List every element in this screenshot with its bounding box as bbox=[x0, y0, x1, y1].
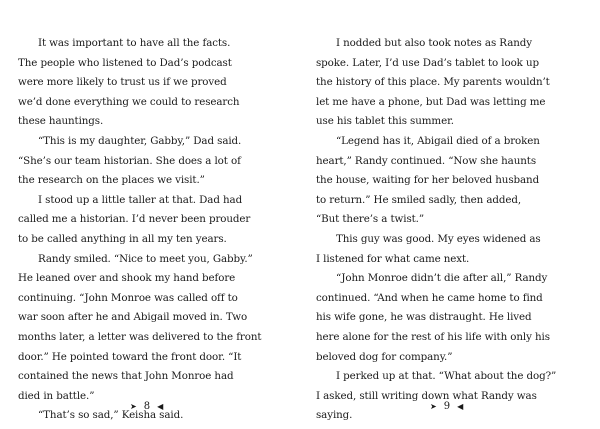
text-line: continuing. “John Monroe was called off to bbox=[18, 291, 238, 304]
text-line: were more likely to trust us if we proved bbox=[18, 76, 227, 89]
text-line: I asked, still writing down what Randy was bbox=[316, 389, 537, 402]
text-line: use his tablet this summer. bbox=[316, 115, 454, 128]
folio-right-arrow-icon: ➤ bbox=[130, 402, 137, 411]
text-line: spoke. Later, I’d use Dad’s tablet to look up bbox=[316, 56, 540, 69]
paragraph bbox=[316, 34, 580, 132]
text-line: heart,” Randy continued. “Now she haunts bbox=[316, 154, 536, 167]
text-line: called me a historian. I’d never been prouder bbox=[18, 213, 251, 226]
folio-left-arrow-icon: ◀ bbox=[457, 402, 464, 411]
text-line: The people who listened to Dad’s podcast bbox=[18, 56, 232, 69]
text-line: the house, waiting for her beloved husband bbox=[316, 174, 540, 187]
text-line: “Legend has it, Abigail died of a broken bbox=[336, 134, 540, 147]
text-line: He leaned over and shook my hand before bbox=[18, 272, 236, 285]
paragraph bbox=[18, 132, 280, 191]
text-line: died in battle.” bbox=[18, 389, 95, 402]
paragraph bbox=[316, 230, 580, 269]
paragraph bbox=[18, 250, 280, 407]
text-line: saying. bbox=[316, 409, 353, 422]
text-line: we’d done everything we could to research bbox=[18, 95, 240, 108]
paragraph bbox=[18, 191, 280, 250]
text-line: his wife gone, he was distraught. He lived bbox=[316, 311, 532, 324]
text-line: I nodded but also took notes as Randy bbox=[336, 37, 532, 49]
paragraph bbox=[316, 132, 580, 230]
text-line: I listened for what came next. bbox=[316, 252, 470, 265]
text-line: It was important to have all the facts. bbox=[38, 37, 231, 49]
text-line: I stood up a little taller at that. Dad had bbox=[38, 193, 243, 206]
text-line: here alone for the rest of his life with only his bbox=[316, 330, 550, 343]
left-page-folio bbox=[130, 401, 163, 412]
right-page bbox=[316, 34, 580, 426]
right-page-body bbox=[316, 34, 580, 426]
paragraph bbox=[316, 367, 580, 426]
text-line: continued. “And when he came home to find bbox=[316, 291, 543, 304]
text-line: these hauntings. bbox=[18, 115, 104, 128]
text-line: “She’s our team historian. She does a lot of bbox=[18, 154, 241, 167]
left-page-body bbox=[18, 34, 280, 426]
text-line: war soon after he and Abigail moved in. Two bbox=[18, 311, 248, 324]
right-page-folio bbox=[430, 401, 463, 412]
text-line: “That’s so sad,” Keisha said. bbox=[38, 409, 184, 422]
text-line: “This is my daughter, Gabby,” Dad said. bbox=[38, 134, 242, 147]
text-line: to be called anything in all my ten years. bbox=[18, 232, 227, 245]
text-line: the history of this place. My parents wouldn’t bbox=[316, 76, 550, 89]
paragraph bbox=[18, 34, 280, 132]
text-line: months later, a letter was delivered to the front bbox=[18, 330, 262, 343]
folio-left-arrow-icon: ◀ bbox=[157, 402, 164, 411]
text-line: door.” He pointed toward the front door. “It bbox=[18, 350, 242, 363]
right-page-number: 9 bbox=[443, 401, 451, 412]
text-line: let me have a phone, but Dad was letting me bbox=[316, 95, 546, 108]
text-line: to return.” He smiled sadly, then added, bbox=[316, 193, 522, 206]
left-page bbox=[18, 34, 280, 426]
text-line: the research on the places we visit.” bbox=[18, 174, 205, 187]
text-line: Randy smiled. “Nice to meet you, Gabby.” bbox=[38, 252, 253, 265]
text-line: “John Monroe didn’t die after all,” Randy bbox=[336, 272, 548, 285]
folio-right-arrow-icon: ➤ bbox=[430, 402, 437, 411]
left-page-number: 8 bbox=[143, 401, 151, 412]
text-line: beloved dog for company.” bbox=[316, 350, 453, 363]
paragraph bbox=[316, 269, 580, 367]
text-line: contained the news that John Monroe had bbox=[18, 370, 234, 383]
text-line: I perked up at that. “What about the dog?” bbox=[336, 370, 557, 383]
text-line: “But there’s a twist.” bbox=[316, 213, 424, 226]
text-line: This guy was good. My eyes widened as bbox=[336, 232, 541, 245]
